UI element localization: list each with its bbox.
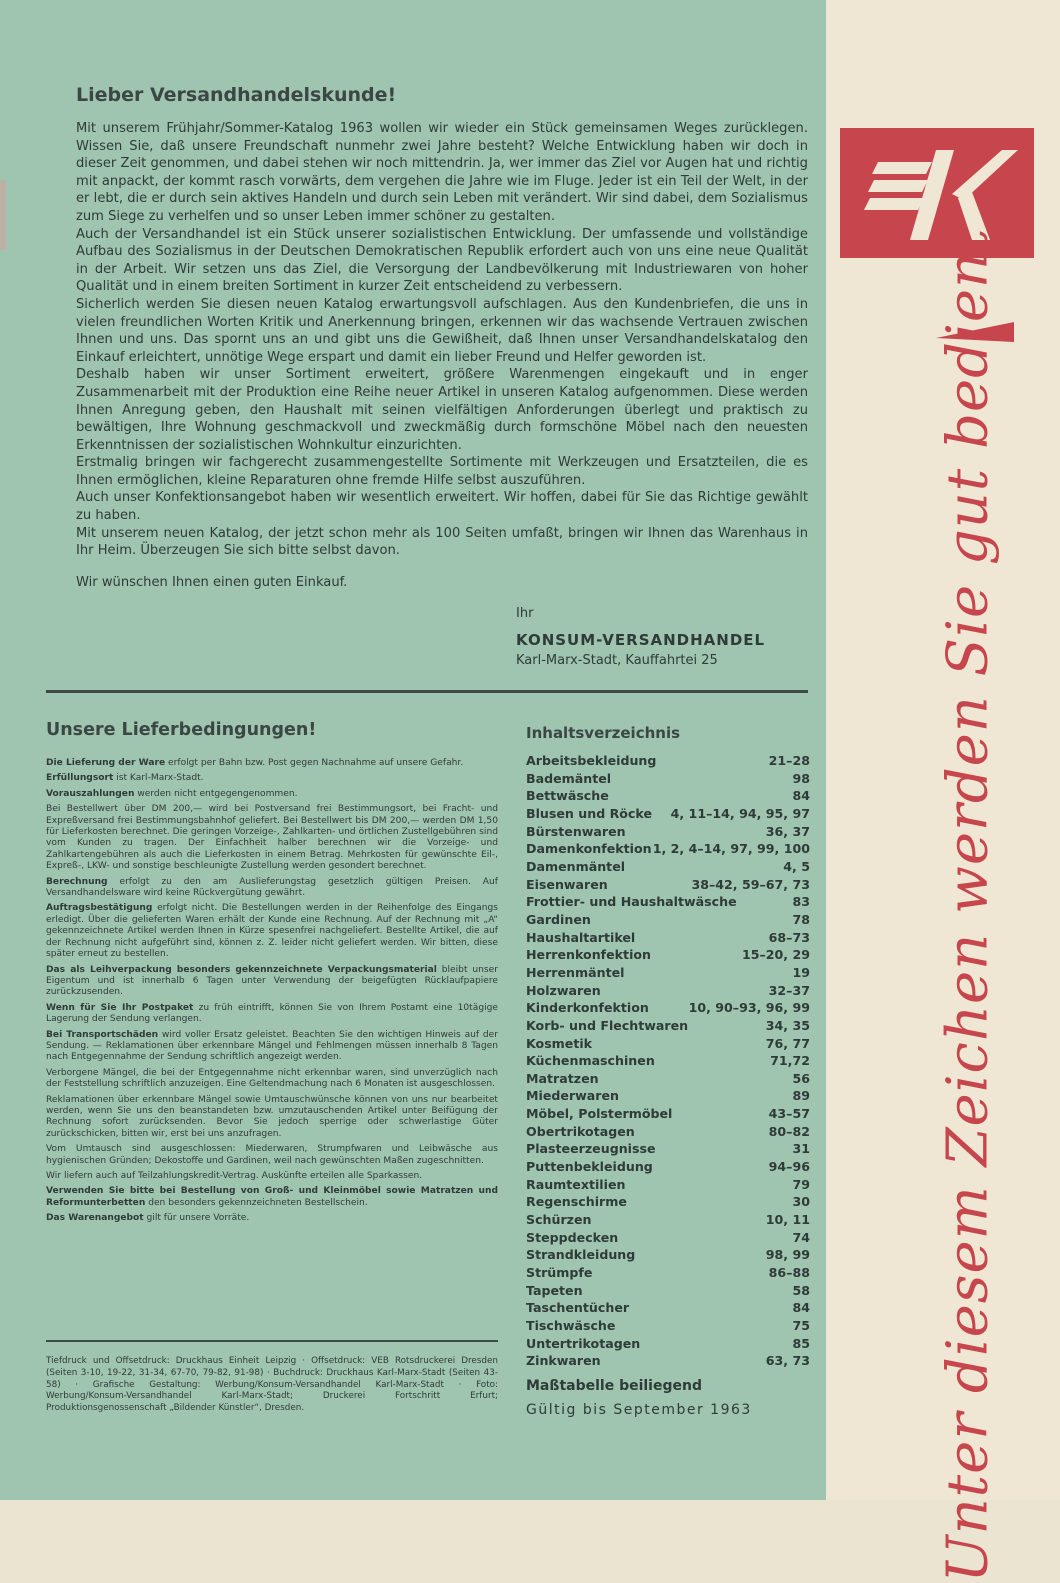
- index-entry-pages: 74: [792, 1229, 810, 1245]
- index-list: [526, 752, 810, 1370]
- index-entry-pages: 79: [792, 1176, 810, 1192]
- condition-item: [46, 1003, 498, 1026]
- index-entry-label: Raumtextilien: [526, 1176, 626, 1192]
- letter-paragraph: Mit unserem neuen Katalog, der jetzt schon mehr als 100 Seiten umfaßt, bringen wir Ihnen das Warenhaus in Ihr Heim. Überzeugen Sie sich bitte selbst davon.: [76, 525, 808, 559]
- index-entry-label: Regenschirme: [526, 1194, 627, 1210]
- condition-text: Verborgene Mängel, die bei der Entgegennahme nicht erkennbar waren, sind unverzüglich nach der Feststellung schriftlich anzuzeigen. Eine Geltendmachung nach 6 Monaten ist ausgeschlossen.: [46, 1067, 498, 1090]
- index-entry-pages: 10, 11: [765, 1212, 810, 1228]
- letter-title: Lieber Versandhandelskunde!: [76, 84, 397, 106]
- index-entry-pages: 21–28: [768, 753, 810, 768]
- index-entry: [526, 823, 810, 841]
- index-entry: [526, 1087, 810, 1105]
- index-entry-pages: 83: [792, 894, 810, 910]
- condition-lead: Auftragsbestätigung: [46, 903, 153, 914]
- index-entry-label: Eisenwaren: [526, 876, 608, 892]
- condition-text: wird voller Ersatz geleistet. Beachten Sie den wichtigen Hinweis auf der Sendung. — Reklamationen über erkennbare Mängel und Fehlmengen müssen innerhalb 8 Tagen nach Entgegennahme der Sendung schriftlich angezeigt werden.: [46, 1029, 498, 1063]
- signature-name: KONSUM-VERSANDHANDEL: [516, 630, 766, 649]
- condition-text: Bei Bestellwert über DM 200,— wird bei Postversand frei Bestimmungsort, bei Fracht- und Expreßversand frei Bestimmungsbahnhof geliefert. Bei Bestellwert bis DM 200,— werden DM 1,50 für Lieferkosten berechnet. Die geringen Vorzeige-, Zahlkarten- und örtlichen Zustellgebühren sind vom Kunden zu tragen. Der Einfachheit halber berechnen wir die Vorzeige- und Zahlkartengebühren als auch die Lieferkosten in einem Betrag. Mehrkosten für gewünschte Eil-, Expreß-, LKW- und sonstige beschleunigte Zustellung werden gesondert berechnet.: [46, 804, 498, 872]
- index-entry-label: Holzwaren: [526, 982, 601, 998]
- letter-body: [76, 120, 808, 560]
- letter-paragraph: Sicherlich werden Sie diesen neuen Katalog erwartungsvoll aufschlagen. Aus den Kundenbriefen, die uns in vielen freundlichen Worten Kritik und Anerkennung bringen, erkennen wir das wachsende Vertrauen zwischen Ihnen und uns. Das spornt uns an und gibt uns die Gewißheit, daß Ihnen unser Versandhandelskatalog den Einkauf erleichtert, unnötige Wege erspart und damit ein lieber Freund und Helfer geworden ist.: [76, 296, 808, 365]
- condition-lead: Wenn für Sie Ihr Postpaket: [46, 1002, 194, 1013]
- index-entry: [526, 1299, 810, 1317]
- condition-item: [46, 903, 498, 960]
- index-entry: [526, 1176, 810, 1194]
- index-entry-pages: 4, 11–14, 94, 95, 97: [670, 805, 810, 821]
- index-entry-pages: 80–82: [768, 1123, 810, 1139]
- index-entry: [526, 805, 810, 823]
- index-entry: [526, 1211, 810, 1229]
- index-entry-pages: 94–96: [768, 1159, 810, 1175]
- index-entry: [526, 911, 810, 929]
- index-entry-label: Herrenmäntel: [526, 964, 625, 980]
- index-entry-label: Damenmäntel: [526, 858, 626, 874]
- condition-lead: Bei Transportschäden: [46, 1029, 159, 1040]
- slogan: Unter diesem Zeichen werden Sie gut bedient: [935, 227, 1001, 1583]
- index-entry: [526, 1105, 810, 1123]
- index-entry-pages: 76, 77: [765, 1035, 810, 1051]
- index-entry-pages: 31: [792, 1141, 810, 1157]
- imprint-divider: [46, 1340, 498, 1342]
- index-entry-pages: 89: [792, 1088, 810, 1104]
- index-entry-label: Korb- und Flechtwaren: [526, 1017, 689, 1033]
- greeting-letter: [76, 84, 808, 668]
- index-entry-pages: 1, 2, 4–14, 97, 99, 100: [652, 841, 810, 857]
- index-entry: [526, 752, 810, 770]
- condition-item: [46, 877, 498, 900]
- condition-lead: Verwenden Sie bitte bei Bestellung von Groß- und Kleinmöbel sowie Matratzen und Reformunterbetten: [46, 1186, 498, 1208]
- condition-lead: Berechnung: [46, 876, 108, 887]
- condition-text: gilt für unsere Vorräte.: [143, 1213, 250, 1224]
- index-entry-label: Puttenbekleidung: [526, 1159, 653, 1175]
- condition-text: bleibt unser Eigentum und ist innerhalb 6 Tagen unter Verwendung der beigefügten Rücklaufpapiere zurückzusenden.: [46, 964, 498, 998]
- signature-address: Karl-Marx-Stadt, Kauffahrtei 25: [516, 652, 718, 668]
- index-entry-label: Taschentücher: [526, 1300, 630, 1316]
- index-entry-label: Matratzen: [526, 1070, 599, 1086]
- index-entry: [526, 946, 810, 964]
- index-entry-pages: 43–57: [768, 1106, 810, 1122]
- imprint: Tiefdruck und Offsetdruck: Druckhaus Einheit Leipzig · Offsetdruck: VEB Rotsdruckerei Dresden (Seiten 3-10, 19-22, 31-34, 67-70, 79-82, 91-98) · Buchdruck: Druckhaus Karl-Marx-Stadt (Seiten 43-58) · Grafische Gestaltung: Werbung/Konsum-Versandhandel Karl-Marx-Stadt · Foto: Werbung/Konsum-Versandhandel Karl-Marx-Stadt; Druckerei Fortschritt Erfurt; Produktionsgenossenschaft „Bildender Künstler“, Dresden.: [46, 1356, 498, 1414]
- index-entry: [526, 1035, 810, 1053]
- index-entry-pages: 58: [792, 1282, 810, 1298]
- index-entry: [526, 1052, 810, 1070]
- index-entry: [526, 1229, 810, 1247]
- letter-paragraph: Deshalb haben wir unser Sortiment erweitert, größere Warenmengen eingekauft und in enger Zusammenarbeit mit der Produktion eine Reihe neuer Artikel in unseren Katalog aufgenommen. Diese werden Ihnen Anregung geben, den Haushalt mit seinen vielfältigen Anforderungen überlegt und praktisch zu bewältigen, Ihre Wohnung geschmackvoll und zweckmäßig durch formschöne Möbel nach den neuesten Erkenntnissen der sozialistischen Wohnkultur einzurichten.: [76, 367, 808, 453]
- index-entry-pages: 78: [792, 911, 810, 927]
- condition-lead: Die Lieferung der Ware: [46, 758, 166, 768]
- condition-item: [46, 1144, 498, 1167]
- index-valid: Gültig bis September 1963: [526, 1401, 752, 1418]
- index-entry-label: Herrenkonfektion: [526, 947, 652, 963]
- index-entry-label: Miederwaren: [526, 1088, 620, 1104]
- condition-item: [46, 1030, 498, 1064]
- index-entry: [526, 1158, 810, 1176]
- index-entry-label: Obertrikotagen: [526, 1123, 635, 1139]
- index-entry-pages: 86–88: [768, 1265, 810, 1281]
- index-title: Inhaltsverzeichnis: [526, 724, 681, 742]
- index-entry: [526, 858, 810, 876]
- condition-item: [46, 758, 498, 769]
- index-entry: [526, 893, 810, 911]
- condition-text: Reklamationen über erkennbare Mängel sowie Umtauschwünsche können von uns nur bearbeitet werden, wenn Sie uns den beanstandeten bzw. umzutauschenden Artikel unter Beifügung der Rechnung sofort zurücksenden. Bevor Sie jedoch sperrige oder schwerlastige Güter zurückschicken, bitten wir, erst bei uns anzufragen.: [46, 1094, 498, 1139]
- condition-text: ist Karl-Marx-Stadt.: [113, 773, 204, 784]
- signature-salutation: Ihr: [516, 605, 534, 621]
- index-entry-label: Zinkwaren: [526, 1353, 601, 1369]
- index-entry: [526, 1246, 810, 1264]
- index-entry-label: Frottier- und Haushaltwäsche: [526, 894, 737, 910]
- index-entry-label: Kosmetik: [526, 1035, 593, 1051]
- index-entry: [526, 929, 810, 947]
- letter-signature: [516, 606, 808, 668]
- index-entry: [526, 876, 810, 894]
- index-entry-pages: 63, 73: [765, 1353, 810, 1369]
- condition-text: Wir liefern auch auf Teilzahlungskredit-Vertrag. Auskünfte erteilen alle Sparkassen.: [46, 1171, 423, 1181]
- index-entry: [526, 840, 810, 858]
- index-entry-label: Gardinen: [526, 911, 591, 927]
- index-entry: [526, 1282, 810, 1300]
- conditions-title: Unsere Lieferbedingungen!: [46, 720, 317, 740]
- condition-item: [46, 1186, 498, 1209]
- index-entry-pages: 75: [792, 1318, 810, 1333]
- index-entry-label: Tischwäsche: [526, 1318, 616, 1333]
- letter-paragraph: Auch unser Konfektionsangebot haben wir wesentlich erweitert. Wir hoffen, dabei für Sie das Richtige gewählt zu haben.: [76, 490, 808, 524]
- letter-paragraph: Erstmalig bringen wir fachgerecht zusammengestellte Sortimente mit Werkzeugen und Ersatzteilen, die es Ihnen ermöglichen, kleine Reparaturen ohne fremde Hilfe selbst auszuführen.: [76, 455, 808, 488]
- condition-item: [46, 1213, 498, 1224]
- index-entry-label: Blusen und Röcke: [526, 805, 652, 821]
- condition-item: [46, 1095, 498, 1141]
- condition-lead: Das Warenangebot: [46, 1213, 144, 1224]
- index-entry: [526, 1317, 810, 1335]
- index-entry-pages: 34, 35: [765, 1017, 810, 1033]
- condition-text: erfolgt nicht. Die Bestellungen werden in der Reihenfolge des Eingangs erledigt. Über die gelieferten Waren erhält der Kunde eine Rechnung. Auf der Rechnung mit „A“ gekennzeichnete Artikel werden Ihnen in Kürze spesenfrei nachgeliefert. Bestellte Artikel, die auf der Rechnung nicht aufgeführt sind, können z. Z. leider nicht geliefert werden. Wir bitten, diese später erneut zu bestellen.: [46, 903, 498, 960]
- index-entry-label: Kinderkonfektion: [526, 1000, 649, 1016]
- condition-item: [46, 804, 498, 872]
- index-entry-label: Plasteerzeugnisse: [526, 1141, 656, 1157]
- condition-text: erfolgt zu den am Auslieferungstag gesetzlich gültigen Preisen. Auf Versandhandelsware wird keine Rückvergütung gewährt.: [46, 876, 498, 899]
- delivery-conditions: [46, 720, 498, 1229]
- condition-item: [46, 1068, 498, 1091]
- index-entry: [526, 1017, 810, 1035]
- index-entry-label: Strümpfe: [526, 1265, 593, 1281]
- index-entry-pages: 98: [792, 770, 810, 786]
- index-entry-pages: 84: [792, 1300, 810, 1316]
- index-entry: [526, 1193, 810, 1211]
- condition-item: [46, 773, 498, 784]
- index-entry-pages: 71,72: [770, 1053, 810, 1069]
- index-entry-pages: 36, 37: [765, 823, 810, 839]
- index-entry: [526, 1140, 810, 1158]
- index-entry-pages: 4, 5: [783, 858, 810, 874]
- index-entry-pages: 84: [792, 788, 810, 804]
- index-entry-label: Steppdecken: [526, 1229, 619, 1245]
- index-entry: [526, 1352, 810, 1370]
- index-entry-label: Schürzen: [526, 1212, 592, 1228]
- index-entry-label: Tapeten: [526, 1282, 583, 1298]
- index-entry: [526, 1070, 810, 1088]
- index-entry-label: Möbel, Polstermöbel: [526, 1106, 673, 1122]
- index-entry-pages: 98, 99: [765, 1247, 810, 1263]
- index-entry: [526, 1264, 810, 1282]
- index-entry-label: Strandkleidung: [526, 1247, 636, 1263]
- condition-lead: Das als Leihverpackung besonders gekennzeichnete Verpackungsmaterial: [46, 964, 437, 975]
- condition-lead: Vorauszahlungen: [46, 788, 135, 799]
- index-entry: [526, 999, 810, 1017]
- condition-lead: Erfüllungsort: [46, 773, 114, 784]
- condition-text: zu früh eintrifft, können Sie von Ihrem Postamt eine 10tägige Lagerung der Sendung verlangen.: [46, 1002, 498, 1025]
- index-entry-label: Untertrikotagen: [526, 1335, 641, 1351]
- letter-closing: Wir wünschen Ihnen einen guten Einkauf.: [76, 574, 348, 590]
- letter-paragraph: Mit unserem Frühjahr/Sommer-Katalog 1963 wollen wir wieder ein Stück gemeinsamen Weges zurücklegen. Wissen Sie, daß unsere Freundschaft nunmehr zwei Jahre besteht? Welche Entwicklung haben wir doch in dieser Zeit genommen, und dabei stehen wir noch mittendrin. Ja, wer immer das Ziel vor Augen hat und richtig mit anpackt, der kommt rasch vorwärts, dem vergehen die Jahre wie im Fluge. Jeder ist ein Teil der Welt, in der er lebt, die er durch sein aktives Handeln und durch sein Leben mit verändert. Wir sind dabei, dem Sozialismus zum Siege zu verhelfen und so unser Leben immer schöner zu gestalten.: [76, 121, 808, 224]
- slogan-container: [918, 227, 1018, 1583]
- table-of-contents: [526, 724, 810, 1418]
- index-entry-pages: 38–42, 59–67, 73: [691, 876, 810, 892]
- index-entry: [526, 787, 810, 805]
- index-note: Maßtabelle beiliegend: [526, 1377, 702, 1394]
- index-entry-label: Damenkonfektion: [526, 841, 652, 857]
- index-entry: [526, 1123, 810, 1141]
- index-entry: [526, 964, 810, 982]
- index-entry-pages: 30: [792, 1194, 810, 1210]
- index-entry-label: Bürstenwaren: [526, 823, 626, 839]
- index-entry-pages: 68–73: [768, 929, 810, 945]
- index-entry: [526, 982, 810, 1000]
- index-entry-pages: 56: [792, 1070, 810, 1086]
- index-entry-pages: 85: [792, 1335, 810, 1351]
- index-entry-label: Bettwäsche: [526, 788, 609, 804]
- index-entry-pages: 19: [792, 964, 810, 980]
- index-entry: [526, 1335, 810, 1353]
- index-entry-pages: 10, 90–93, 96, 99: [688, 1000, 810, 1016]
- index-entry-label: Haushaltartikel: [526, 929, 636, 945]
- condition-text: den besonders gekennzeichneten Bestellschein.: [145, 1197, 368, 1208]
- condition-text: werden nicht entgegengenommen.: [134, 788, 298, 799]
- index-entry-label: Küchenmaschinen: [526, 1053, 655, 1069]
- condition-item: [46, 789, 498, 800]
- index-entry-pages: 15–20, 29: [741, 947, 810, 963]
- binding-mark: [0, 180, 6, 250]
- condition-text: erfolgt per Bahn bzw. Post gegen Nachnahme auf unsere Gefahr.: [165, 758, 464, 768]
- letter-paragraph: Auch der Versandhandel ist ein Stück unserer sozialistischen Entwicklung. Der umfassende und vollständige Aufbau des Sozialismus in der Deutschen Demokratischen Republik erfordert auch von uns eine neue Qualität in der Arbeit. Wir setzen uns das Ziel, die Versorgung der Landbevölkerung mit Industriewaren von hoher Qualität und in einem breiten Sortiment in kurzer Zeit entscheidend zu verbessern.: [76, 226, 808, 295]
- condition-item: [46, 965, 498, 999]
- index-entry: [526, 770, 810, 788]
- conditions-list: [46, 758, 498, 1225]
- index-entry-pages: 32–37: [768, 982, 810, 998]
- index-entry-label: Arbeitsbekleidung: [526, 753, 657, 768]
- section-divider: [46, 690, 808, 693]
- condition-text: Vom Umtausch sind ausgeschlossen: Miederwaren, Strumpfwaren und Leibwäsche aus hygienischen Gründen; Dekostoffe und Gardinen, weil nach gewünschten Maßen zugeschnitten.: [46, 1144, 498, 1166]
- index-entry-label: Bademäntel: [526, 770, 612, 786]
- condition-item: [46, 1171, 498, 1182]
